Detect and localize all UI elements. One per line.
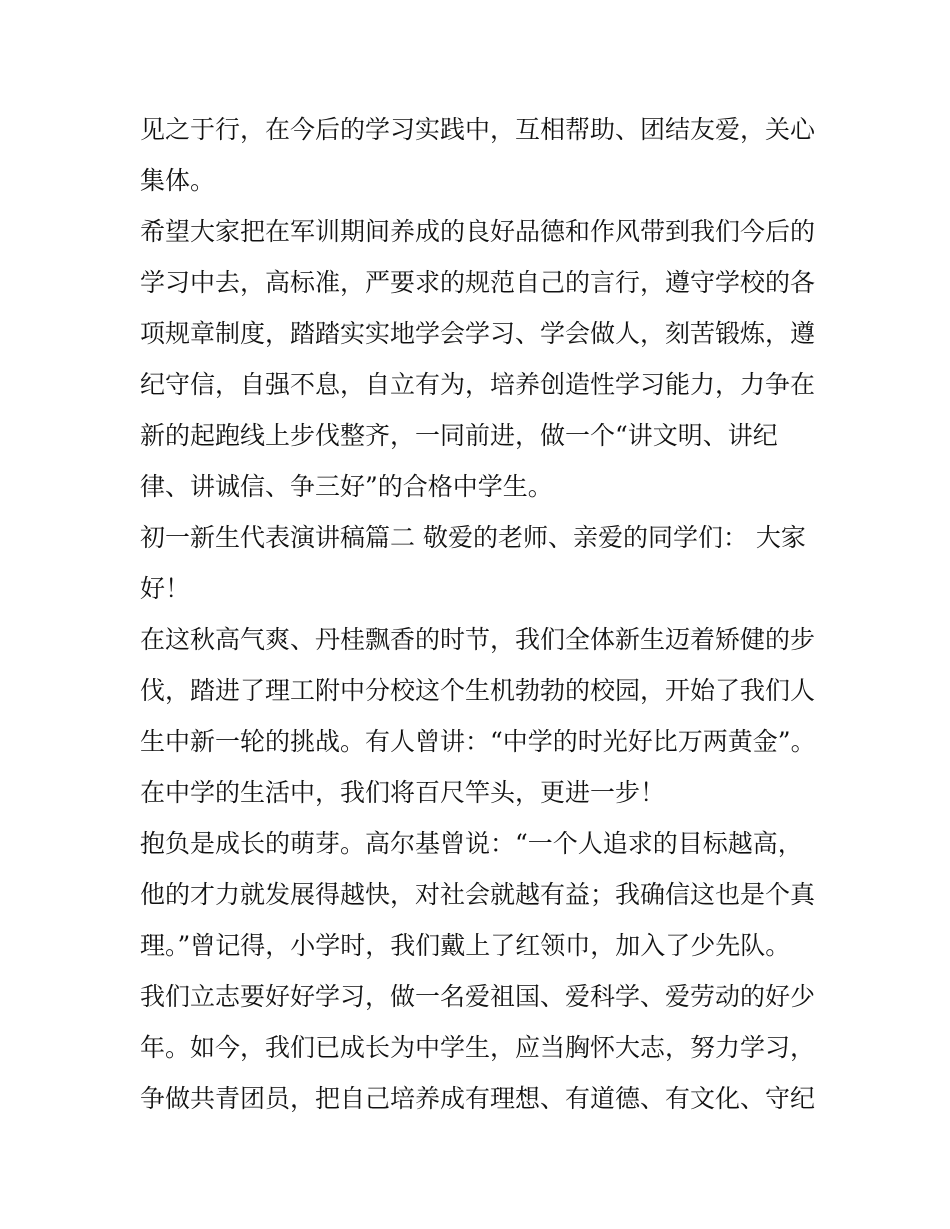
text-line: 新的起跑线上步伐整齐，一同前进，做一个“讲文明、讲纪: [140, 421, 778, 450]
text-line: 在中学的生活中，我们将百尺竿头，更进一步！: [140, 778, 666, 807]
text-line: 律、讲诚信、争三好”的合格中学生。: [140, 472, 553, 501]
text-line: 伐，踏进了理工附中分校这个生机勃勃的校园，开始了我们人: [140, 676, 816, 705]
text-line: 年。如今，我们已成长为中学生，应当胸怀大志，努力学习，: [140, 1033, 816, 1062]
text-line: 他的才力就发展得越快，对社会就越有益；我确信这也是个真: [140, 880, 816, 909]
text-line: 见之于行，在今后的学习实践中，互相帮助、团结友爱，关心: [140, 115, 816, 144]
text-line: 在这秋高气爽、丹桂飘香的时节，我们全体新生迈着矫健的步: [140, 625, 816, 654]
text-line: 抱负是成长的萌芽。高尔基曾说：“一个人追求的目标越高，: [140, 829, 803, 858]
body-text: [140, 104, 820, 1124]
text-line: 集体。: [140, 166, 216, 195]
text-line: 好！: [140, 574, 191, 603]
text-line: 项规章制度，踏踏实实地学会学习、学会做人，刻苦锻炼，遵: [140, 319, 816, 348]
text-line: 争做共青团员，把自己培养成有理想、有道德、有文化、守纪: [140, 1084, 816, 1113]
section-heading-line: 初一新生代表演讲稿篇二 敬爱的老师、亲爱的同学们： 大家: [140, 523, 806, 552]
text-line: 理。”曾记得，小学时，我们戴上了红领巾，加入了少先队。: [140, 931, 791, 960]
text-line: 我们立志要好好学习，做一名爱祖国、爱科学、爱劳动的好少: [140, 982, 816, 1011]
text-line: 学习中去，高标准，严要求的规范自己的言行，遵守学校的各: [140, 268, 816, 297]
text-line: 生中新一轮的挑战。有人曾讲：“中学的时光好比万两黄金”。: [140, 727, 816, 756]
text-line: 希望大家把在军训期间养成的良好品德和作风带到我们今后的: [140, 217, 816, 246]
text-line: 纪守信，自强不息，自立有为，培养创造性学习能力，力争在: [140, 370, 816, 399]
